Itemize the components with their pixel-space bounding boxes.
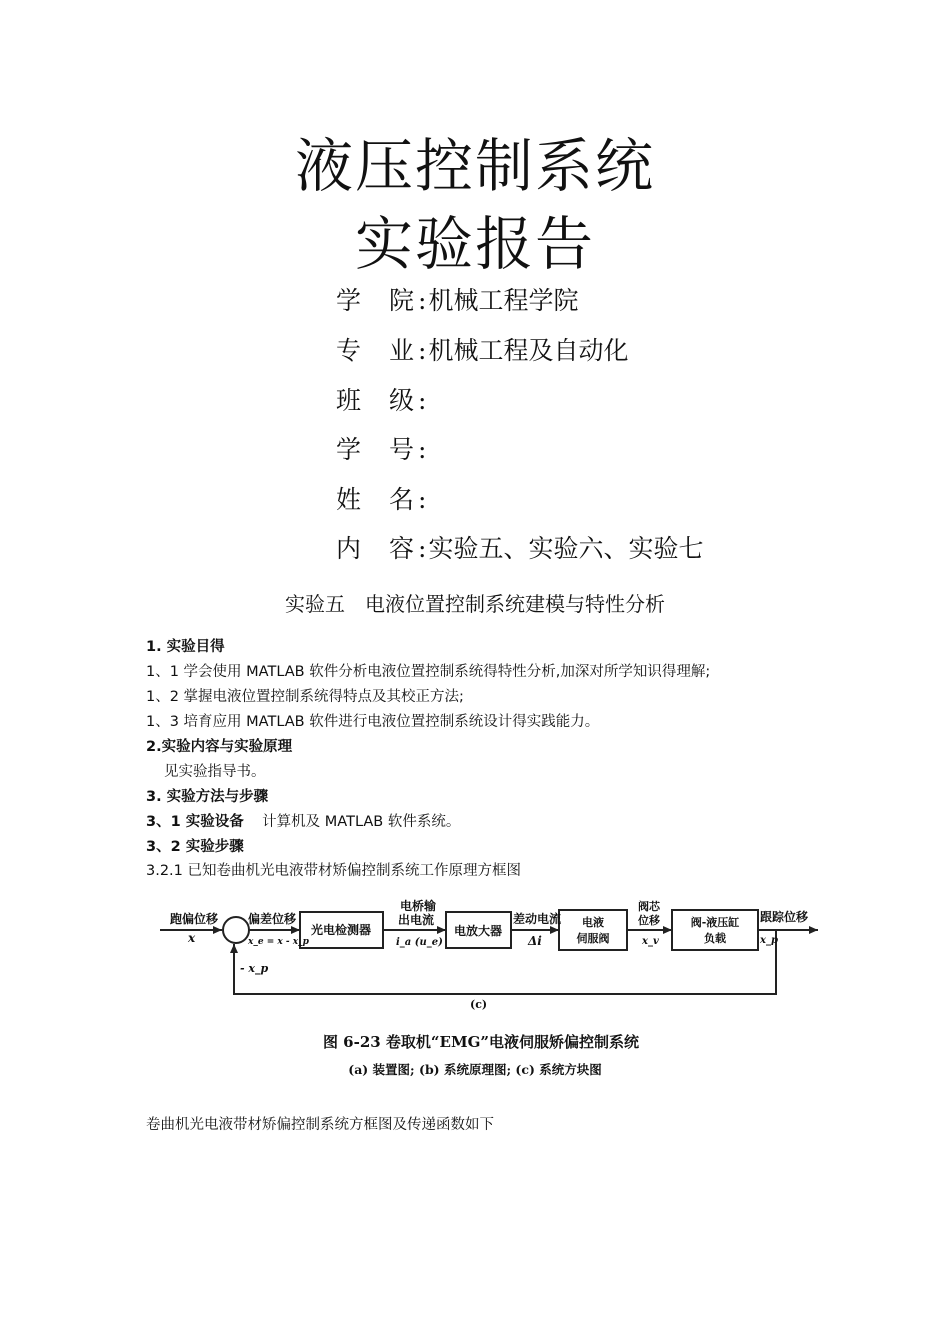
- field-major: [336, 338, 628, 363]
- arrow-icon: [291, 926, 300, 934]
- field-label-char: 学: [336, 286, 362, 315]
- output-var: x_p: [760, 935, 778, 946]
- arrow-icon: [213, 926, 222, 934]
- field-label-char: 名: [389, 485, 415, 514]
- field-colon: :: [418, 534, 427, 563]
- arrow-icon: [437, 926, 446, 934]
- equipment-line: [146, 815, 460, 830]
- input-label: 跑偏位移: [170, 912, 219, 926]
- field-student-id: [336, 437, 428, 462]
- arrow-icon: [663, 926, 672, 934]
- field-colon: :: [418, 336, 427, 365]
- experiment-name: 电液位置控制系统建模与特性分析: [365, 592, 665, 616]
- signal2-var: Δi: [528, 934, 542, 948]
- experiment-title: [0, 588, 950, 617]
- field-label-char: 内: [336, 534, 362, 563]
- heading-principle: 2.实验内容与实验原理: [146, 739, 293, 755]
- arrow-icon: [550, 926, 559, 934]
- step-text: 3.2.1 已知卷曲机光电液带材矫偏控制系统工作原理方框图: [146, 863, 522, 879]
- field-colon: :: [418, 386, 427, 415]
- field-value: 机械工程学院: [428, 286, 579, 315]
- block3-label: 电液: [582, 916, 604, 929]
- field-label-char: 学: [336, 435, 362, 464]
- block4-label: 负载: [704, 932, 726, 945]
- summing-junction: [223, 917, 249, 943]
- block4-label: 阀-液压缸: [690, 916, 740, 929]
- field-label-char: 班: [336, 386, 362, 415]
- field-class: [336, 388, 428, 413]
- block2-label: 电放大器: [453, 924, 503, 938]
- field-colon: :: [418, 435, 427, 464]
- field-name: [336, 487, 428, 512]
- field-label-char: 专: [336, 336, 362, 365]
- signal1-var: i_a (u_e): [396, 937, 443, 948]
- transfer-function-intro: 卷曲机光电液带材矫偏控制系统方框图及传递函数如下: [146, 1117, 494, 1133]
- field-colon: :: [418, 286, 427, 315]
- signal1-label: 出电流: [398, 913, 435, 927]
- field-label-char: 容: [389, 534, 415, 563]
- field-label-char: 级: [389, 386, 415, 415]
- equipment-text: 计算机及 MATLAB 软件系统。: [262, 814, 461, 830]
- field-colon: :: [418, 485, 427, 514]
- heading-steps: 3、2 实验步骤: [146, 839, 244, 855]
- experiment-number: 实验五: [285, 592, 345, 616]
- signal3-label: 位移: [638, 914, 660, 927]
- heading-objective: 1. 实验目得: [146, 639, 225, 655]
- objective-item: 1、2 掌握电液位置控制系统得特点及其校正方法;: [146, 689, 464, 705]
- report-title-line2: 实验报告: [354, 210, 595, 278]
- field-value: 实验五、实验六、实验七: [428, 534, 704, 563]
- field-label-char: 姓: [336, 485, 362, 514]
- field-content: [336, 536, 703, 561]
- heading-method: 3. 实验方法与步骤: [146, 789, 269, 805]
- field-label-char: 院: [389, 286, 415, 315]
- field-value: 机械工程及自动化: [428, 336, 629, 365]
- report-title-line1: 液压控制系统: [294, 132, 655, 200]
- error-label: 偏差位移: [248, 912, 297, 926]
- output-label: 跟踪位移: [760, 910, 809, 924]
- signal3-label: 阀芯: [638, 900, 660, 913]
- diagram-tag: (c): [470, 998, 488, 1011]
- input-var: x: [188, 931, 196, 945]
- objective-item: 1、1 学会使用 MATLAB 软件分析电液位置控制系统得特性分析,加深对所学知识得理解;: [146, 664, 711, 680]
- heading-equipment: 3、1 实验设备: [146, 814, 244, 830]
- block3-label: 伺服阀: [576, 932, 610, 945]
- signal3-var: x_v: [642, 936, 659, 947]
- field-label-char: 业: [389, 336, 415, 365]
- objective-item: 1、3 培育应用 MATLAB 软件进行电液位置控制系统设计得实践能力。: [146, 714, 600, 730]
- arrow-icon: [230, 944, 238, 953]
- principle-text: 见实验指导书。: [164, 764, 266, 780]
- figure-caption: 图 6-23 卷取机“EMG”电液伺服矫偏控制系统: [322, 1033, 640, 1051]
- field-college: [336, 288, 578, 313]
- block1-label: 光电检测器: [310, 923, 372, 937]
- figure-subcaption: (a) 装置图; (b) 系统原理图; (c) 系统方块图: [348, 1062, 602, 1077]
- arrow-icon: [809, 926, 818, 934]
- field-label-char: 号: [389, 435, 415, 464]
- signal2-label: 差动电流: [513, 912, 562, 926]
- signal1-label: 电桥输: [400, 899, 437, 913]
- error-equation: x_e = x - x_p: [248, 937, 309, 947]
- feedback-var: - x_p: [240, 962, 269, 975]
